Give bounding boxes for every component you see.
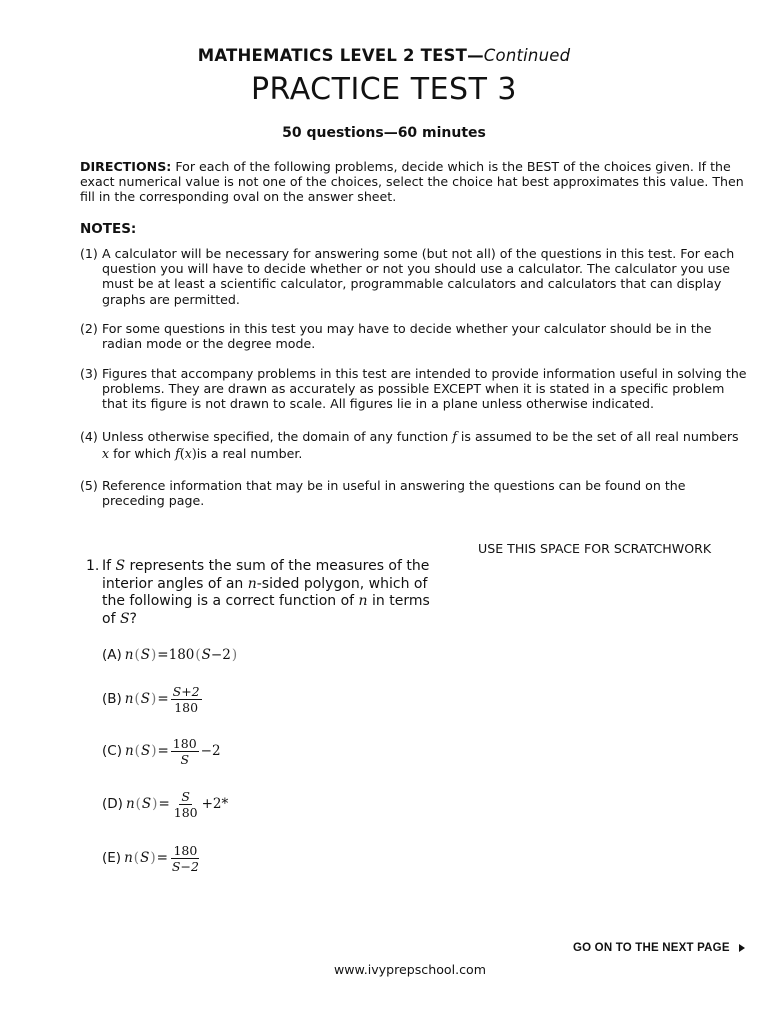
scratchwork-label: USE THIS SPACE FOR SCRATCHWORK [478,541,712,556]
test-subtitle: 50 questions—60 minutes [282,125,486,141]
go-next-text: GO ON TO THE NEXT PAGE [573,942,730,954]
footer-website: www.ivyprepschool.com [333,962,487,977]
answer-choice-c[interactable] [102,731,221,771]
choice-expression: n ( S ) = 180 ( S −2 ) [124,647,238,663]
continued-label: Continued [483,46,571,65]
note-text: A calculator will be necessary for answering some (but not all) of the questions in this test. For each question you will have to decide whether or not you should use a calculator. The calculator you use must be at least a scientific calculator, programmable calculators and calculators that can display graphs are permitted. [102,246,735,307]
note-text: Unless otherwise specified, the domain of any function f is assumed to be the set of all real numbers x for which f(x)is a real number. [102,429,739,461]
choice-label: (D) [102,796,123,812]
choice-expression: n ( S ) = $\frac{S+2}{180}$ [124,683,200,715]
test-name: MATHEMATICS LEVEL 2 TEST— [197,46,484,65]
note-item [80,478,748,510]
choice-label: (A) [102,647,122,663]
directions-text: For each of the following problems, decide which is the BEST of the choices given. If the exact numerical value is not one of the choices, select the choice hat best approximates this value. Then fill in the corresponding oval on the answer sheet. [80,159,744,205]
directions-label: DIRECTIONS: [80,159,172,174]
note-number: (4) [80,429,98,444]
answer-choice-e[interactable] [102,838,203,878]
choice-label: (B) [102,691,122,707]
question-text: If S represents the sum of the measures of the interior angles of an n-sided polygon, which of the following is a correct function of n in terms of S? [102,558,430,627]
note-number: (2) [80,321,98,336]
notes-heading: NOTES: [80,221,137,237]
choice-expression: n ( S ) = $\frac{180}{S}$ −2 [124,735,221,767]
choice-expression: n ( S ) = $\frac{S}{180}$ +2* [125,788,229,820]
note-item [80,321,748,353]
choice-expression: n ( S ) = $\frac{180}{S-2}$ [124,842,199,874]
note-number: (3) [80,366,98,381]
question-number: 1. [86,558,100,574]
choice-label: (C) [102,743,122,759]
go-next-page-label [573,942,745,954]
note-number: (1) [80,246,98,261]
note-item [80,246,748,308]
right-triangle-icon [739,944,745,952]
page-title: PRACTICE TEST 3 [250,72,518,107]
answer-choice-d[interactable] [102,784,228,824]
note-number: (5) [80,478,98,493]
answer-choice-b[interactable] [102,679,204,719]
note-item [80,428,748,464]
note-text: Figures that accompany problems in this test are intended to provide information useful in solving the problems. They are drawn as accurately as possible EXCEPT when it is stated in a specific problem that its figure is not drawn to scale. All figures lie in a plane unless otherwise indicated. [102,366,747,412]
note-item [80,366,748,414]
answer-choice-a[interactable] [102,635,238,675]
directions-paragraph [80,159,745,205]
note-text: For some questions in this test you may have to decide whether your calculator should be in the radian mode or the degree mode. [102,321,712,352]
test-header [0,46,768,65]
note-text: Reference information that may be in useful in answering the questions can be found on the preceding page. [102,478,686,509]
choice-label: (E) [102,850,122,866]
